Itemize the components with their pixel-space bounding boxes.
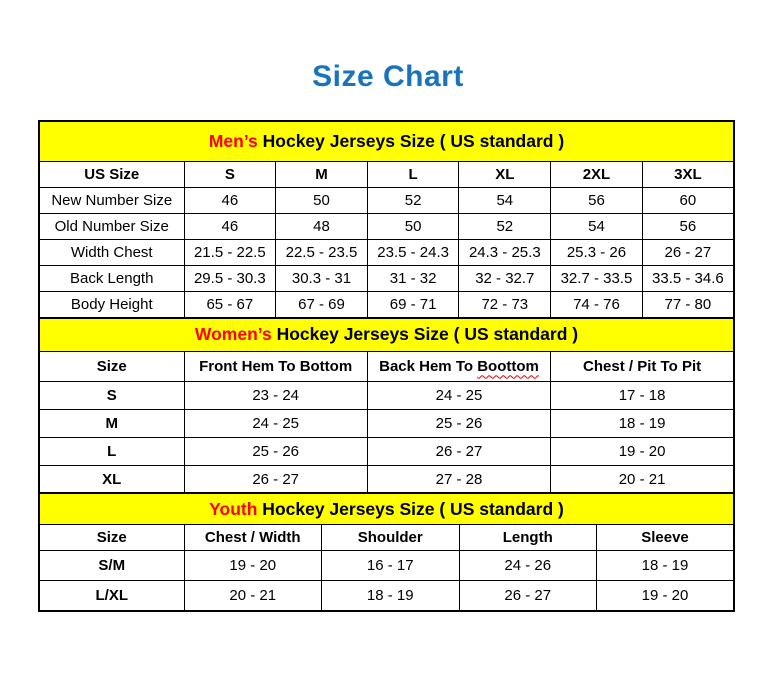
size-value-cell: 20 - 21: [551, 465, 734, 494]
size-value-cell: 26 - 27: [459, 581, 597, 612]
mens-banner-text: Hockey Jerseys Size ( US standard ): [257, 131, 565, 151]
womens-banner-accent-word: Women’s: [194, 324, 272, 344]
column-header: [184, 525, 322, 551]
column-header-label: XL: [495, 166, 515, 183]
size-value-cell: 26 - 27: [642, 240, 734, 266]
size-value-cell: 54: [459, 188, 551, 214]
column-header: [551, 351, 734, 381]
size-value-cell: 18 - 19: [597, 551, 735, 581]
column-header-label: S: [224, 166, 235, 183]
row-label: New Number Size: [39, 188, 184, 214]
size-value-cell: 19 - 20: [551, 437, 734, 465]
column-header-label: Back Hem To: [379, 357, 478, 375]
size-value-cell: 48: [276, 214, 368, 240]
column-header: [459, 525, 597, 551]
column-header: [551, 162, 643, 188]
size-value-cell: 23 - 24: [184, 381, 367, 409]
size-value-cell: 17 - 18: [551, 381, 734, 409]
size-value-cell: 52: [459, 214, 551, 240]
size-value-cell: 19 - 20: [597, 581, 735, 612]
youth-banner-text: Hockey Jerseys Size ( US standard ): [257, 498, 564, 519]
size-value-cell: 24 - 25: [367, 381, 550, 409]
size-value-cell: 19 - 20: [184, 551, 322, 581]
column-header-label: Chest / Pit To Pit: [583, 357, 702, 375]
table-row: [39, 266, 734, 292]
row-label: Back Length: [39, 266, 184, 292]
row-label: S/M: [39, 551, 184, 581]
column-header: [367, 162, 459, 188]
mens-section-banner: [39, 121, 734, 162]
size-value-cell: 46: [184, 214, 276, 240]
table-row: [39, 437, 734, 465]
row-label: Body Height: [39, 292, 184, 319]
size-value-cell: 56: [642, 214, 734, 240]
size-value-cell: 32 - 32.7: [459, 266, 551, 292]
column-header-label: Length: [502, 529, 553, 546]
size-value-cell: 24 - 25: [184, 409, 367, 437]
table-row: [39, 409, 734, 437]
column-header: [39, 351, 184, 381]
column-header-label: M: [315, 166, 328, 183]
page-title: Size Chart: [312, 60, 464, 93]
youth-size-table: [38, 492, 735, 612]
size-value-cell: 52: [367, 188, 459, 214]
size-value-cell: 33.5 - 34.6: [642, 266, 734, 292]
mens-banner-accent-word: Men’s: [208, 131, 258, 151]
row-label: M: [39, 409, 184, 437]
size-chart-tables: [38, 120, 735, 612]
column-header-label: 3XL: [674, 166, 702, 183]
table-row: [39, 292, 734, 319]
table-row: [39, 214, 734, 240]
size-value-cell: 18 - 19: [551, 409, 734, 437]
column-header-label: Shoulder: [357, 529, 423, 546]
table-row: [39, 581, 734, 612]
column-header-label: 2XL: [582, 166, 611, 183]
size-value-cell: 21.5 - 22.5: [184, 240, 276, 266]
womens-banner-text: Hockey Jerseys Size ( US standard ): [271, 324, 579, 344]
table-row: [39, 551, 734, 581]
row-label: Width Chest: [39, 240, 184, 266]
column-header-label: L: [408, 166, 418, 183]
column-header-label: Sleeve: [641, 529, 689, 546]
column-header: [39, 162, 184, 188]
column-header: [642, 162, 734, 188]
misspelled-word: Boottom: [477, 357, 539, 375]
youth-header-row: [39, 525, 734, 551]
column-header: [597, 525, 735, 551]
row-label: L/XL: [39, 581, 184, 612]
size-value-cell: 26 - 27: [367, 437, 550, 465]
size-value-cell: 24 - 26: [459, 551, 597, 581]
row-label: L: [39, 437, 184, 465]
size-value-cell: 22.5 - 23.5: [276, 240, 368, 266]
column-header: [322, 525, 460, 551]
column-header-label: Size: [96, 357, 127, 375]
table-row: [39, 188, 734, 214]
womens-section-banner: [39, 318, 734, 352]
size-value-cell: 27 - 28: [367, 465, 550, 494]
column-header-label: Size: [96, 529, 127, 546]
size-value-cell: 29.5 - 30.3: [184, 266, 276, 292]
size-value-cell: 56: [551, 188, 643, 214]
size-value-cell: 50: [276, 188, 368, 214]
size-value-cell: 31 - 32: [367, 266, 459, 292]
size-value-cell: 30.3 - 31: [276, 266, 368, 292]
size-value-cell: 54: [551, 214, 643, 240]
column-header: [184, 351, 367, 381]
size-value-cell: 69 - 71: [367, 292, 459, 319]
row-label: XL: [39, 465, 184, 494]
column-header: [39, 525, 184, 551]
size-value-cell: 50: [367, 214, 459, 240]
size-value-cell: 25.3 - 26: [551, 240, 643, 266]
size-value-cell: 65 - 67: [184, 292, 276, 319]
column-header: [184, 162, 276, 188]
mens-size-table: [38, 120, 735, 319]
column-header-label: Front Hem To Bottom: [199, 357, 353, 375]
table-row: [39, 381, 734, 409]
size-value-cell: 46: [184, 188, 276, 214]
size-value-cell: 32.7 - 33.5: [551, 266, 643, 292]
size-value-cell: 26 - 27: [184, 465, 367, 494]
column-header-label: US Size: [84, 166, 140, 183]
size-value-cell: 74 - 76: [551, 292, 643, 319]
size-value-cell: 77 - 80: [642, 292, 734, 319]
size-value-cell: 67 - 69: [276, 292, 368, 319]
size-value-cell: 24.3 - 25.3: [459, 240, 551, 266]
youth-banner-accent-word: Youth: [209, 498, 258, 519]
size-value-cell: 18 - 19: [322, 581, 460, 612]
size-value-cell: 20 - 21: [184, 581, 322, 612]
column-header: [459, 162, 551, 188]
row-label: S: [39, 381, 184, 409]
womens-size-table: [38, 317, 735, 495]
size-value-cell: 25 - 26: [184, 437, 367, 465]
size-value-cell: 23.5 - 24.3: [367, 240, 459, 266]
size-value-cell: 25 - 26: [367, 409, 550, 437]
row-label: Old Number Size: [39, 214, 184, 240]
size-value-cell: 72 - 73: [459, 292, 551, 319]
womens-header-row: [39, 351, 734, 381]
table-row: [39, 465, 734, 494]
size-value-cell: 60: [642, 188, 734, 214]
column-header: [367, 351, 550, 381]
size-value-cell: 16 - 17: [322, 551, 460, 581]
youth-section-banner: [39, 493, 734, 525]
column-header-label: Chest / Width: [204, 529, 301, 546]
column-header: [276, 162, 368, 188]
table-row: [39, 240, 734, 266]
mens-header-row: [39, 162, 734, 188]
